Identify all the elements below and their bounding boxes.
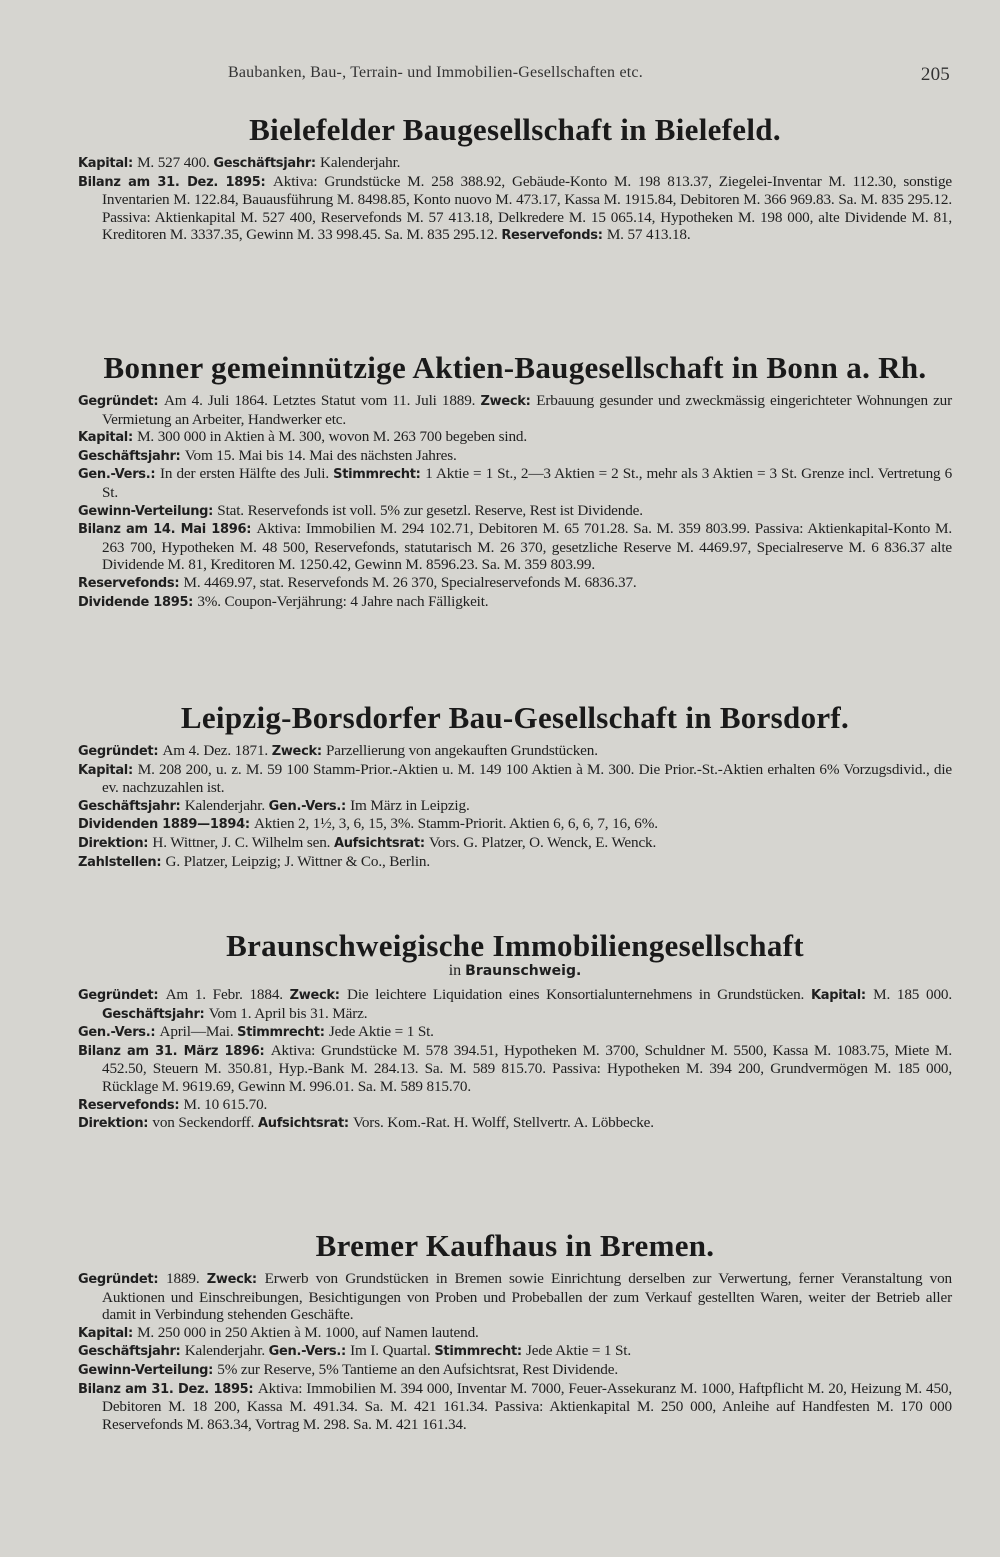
company-title: Bielefelder Baugesellschaft in Bielefeld. [249,112,781,147]
entry-paragraph [78,1380,952,1434]
entry-paragraph [78,520,952,574]
field-label: Gegründet: [78,1272,167,1287]
field-value: M. 208 200, u. z. M. 59 100 Stamm-Prior.-Aktien u. M. 149 100 Aktien à M. 300. Die Prior.-St.-Aktien erhalten 6% Vorzugsdivid., die ev. nachzuzahlen ist. [102,760,952,797]
field-label: Bilanz am 31. Dez. 1895: [78,1381,258,1397]
subtitle-place: Braunschweig. [465,963,582,979]
entry-paragraph [78,1023,952,1042]
field-value: Am 1. Febr. 1884. [165,986,290,1003]
field-value: Aktien 2, 1½, 3, 6, 15, 3%. Stamm-Priorit. Aktien 6, 6, 6, 7, 16, 6%. [253,815,658,833]
field-value: Aktiva: Immobilien M. 294 102.71, Debitoren M. 65 701.28. Sa. M. 359 803.99. Passiva: Aktienkapital-Konto M. 263 700, Hypotheken M. 48 500, Reservefonds, statutarisch M. 26 370, gesetzliche Reserve M. 4469.97, Specialreserve M. 6 836.37 alte Dividende M. 81, Kreditoren M. 1250.42, Gewinn M. 8596.23. Sa. M. 359 803.99. [102,520,952,574]
field-label: Bilanz am 14. Mai 1896: [78,522,257,538]
entry-paragraph [78,574,952,593]
field-label: Kapital: [78,430,138,446]
entry-paragraph [78,428,952,447]
company-title: Leipzig-Borsdorfer Bau-Gesellschaft in Borsdorf. [180,700,850,735]
field-value: H. Wittner, J. C. Wilhelm sen. [152,833,334,851]
entry-paragraph [78,742,952,761]
field-label: Geschäftsjahr: [78,798,185,814]
field-label: Dividenden 1889—1894: [78,817,254,833]
entry-paragraph [78,593,952,612]
field-label: Kapital: [78,762,138,778]
entry-paragraph [78,797,952,816]
field-label: Gegründet: [78,394,164,409]
field-label: Aufsichtsrat: [257,1116,353,1132]
field-value: 3%. Coupon-Verjährung: 4 Jahre nach Fälligkeit. [197,592,489,610]
entry-paragraph [78,1270,952,1324]
field-label: Stimmrecht: [237,1025,329,1041]
entry-paragraph [78,1361,952,1380]
company-entry-bremer [78,1228,952,1433]
company-title: Bremer Kaufhaus in Bremen. [315,1228,715,1263]
entry-paragraph [78,392,952,428]
company-subtitle [78,962,952,980]
field-value: M. 4469.97, stat. Reservefonds M. 26 370, Specialreservefonds M. 6836.37. [183,573,637,591]
company-entry-braunschweigische [78,928,952,1133]
field-label: Gewinn-Verteilung: [78,1362,218,1378]
field-value: Vom 1. April bis 31. März. [208,1004,368,1022]
field-label: Kapital: [810,988,874,1003]
field-label: Gen.-Vers.: [78,1025,160,1041]
field-label: Gen.-Vers.: [268,1344,351,1360]
entry-paragraph [78,1342,952,1361]
field-value: In der ersten Hälfte des Juli. [159,465,334,483]
entry-paragraph [78,1096,952,1115]
field-label: Kapital: [78,156,138,171]
field-value: M. 527 400. [137,154,214,171]
field-value: Aktiva: Grundstücke M. 578 394.51, Hypotheken M. 3700, Schuldner M. 5500, Kassa M. 1083.75, Miete M. 452.50, Steuern M. 350.81, Hyp.-Bank M. 284.13. Sa. M. 589 815.70. Passiva: Hypotheken M. 394 200, Grundvermögen M. 185 000, Rücklage M. 9619.69, Gewinn M. 996.01. Sa. M. 589 815.70. [102,1041,952,1095]
field-value: Jede Aktie = 1 St. [526,1342,632,1360]
field-value: M. 10 615.70. [183,1095,268,1113]
running-title: Baubanken, Bau-, Terrain- und Immobilien-Gesellschaften etc. [228,64,643,81]
entry-paragraph [78,154,952,173]
field-label: Zahlstellen: [78,854,166,870]
field-value: Vors. G. Platzer, O. Wenck, E. Wenck. [428,833,657,851]
field-label: Kapital: [78,1325,138,1341]
field-label: Gegründet: [78,988,166,1003]
field-label: Geschäftsjahr: [78,448,185,464]
field-value: Im I. Quartal. [350,1342,435,1360]
field-value: M. 57 413.18. [606,226,691,244]
field-label: Geschäftsjahr: [213,156,321,171]
field-value: Am 4. Dez. 1871. [162,742,272,759]
field-value: Kalenderjahr. [320,154,401,171]
running-header [228,64,950,85]
field-label: Gen.-Vers.: [78,467,160,483]
field-label: Stimmrecht: [333,467,426,483]
field-value: Aktiva: Immobilien M. 394 000, Inventar M. 7000, Feuer-Assekuranz M. 1000, Haftpflicht M. 20, Heizung M. 450, Debitoren M. 18 200, Kassa M. 491.34. Sa. M. 421 161.34. Passiva: Aktienkapital M. 250 000, Anleihe auf Handfesten M. 170 000 Reservefonds M. 863.34, Vortrag M. 298. Sa. M. 421 161.34. [102,1379,952,1433]
entry-paragraph [78,815,952,834]
field-value: 5% zur Reserve, 5% Tantieme an den Aufsichtsrat, Rest Dividende. [217,1360,618,1378]
entry-paragraph [78,986,952,1023]
field-value: Stat. Reservefonds ist voll. 5% zur gesetzl. Reserve, Rest ist Dividende. [217,501,643,519]
field-value: Kalenderjahr. [184,796,269,814]
field-label: Gewinn-Verteilung: [78,503,218,519]
field-value: Im März in Leipzig. [350,796,470,814]
field-label: Stimmrecht: [434,1344,527,1360]
field-value: G. Platzer, Leipzig; J. Wittner & Co., Berlin. [165,852,431,870]
field-label: Zweck: [206,1272,265,1287]
company-entry-bonner [78,350,952,611]
field-value: von Seckendorff. [152,1114,258,1132]
field-label: Geschäftsjahr: [78,1344,185,1360]
field-value: M. 250 000 in 250 Aktien à M. 1000, auf Namen lautend. [137,1323,479,1341]
entry-paragraph [78,1042,952,1096]
field-label: Zweck: [271,744,326,759]
field-value: Parzellierung von angekauften Grundstücken. [325,742,598,759]
field-label: Bilanz am 31. März 1896: [78,1043,271,1059]
company-title: Bonner gemeinnützige Aktien-Baugesellschaft in Bonn a. Rh. [103,350,927,385]
field-value: Kalenderjahr. [184,1342,269,1360]
field-value: 1 Aktie = 1 St., 2—3 Aktien = 2 St., mehr als 3 Aktien = 3 St. Grenze incl. Vertretung 6 St. [102,465,953,501]
field-label: Reservefonds: [501,228,607,244]
field-label: Dividende 1895: [78,594,198,610]
entry-paragraph [78,173,952,245]
field-value: 1889. [166,1270,207,1287]
entry-paragraph [78,853,952,872]
field-label: Reservefonds: [78,575,184,591]
field-value: April—Mai. [159,1023,238,1041]
entry-paragraph [78,502,952,521]
field-label: Direktion: [78,1116,153,1132]
field-label: Zweck: [289,988,348,1003]
company-entry-leipzig-borsdorfer [78,700,952,871]
field-value: Jede Aktie = 1 St. [328,1023,434,1041]
field-value: Am 4. Juli 1864. Letztes Statut vom 11. Juli 1889. [163,392,481,409]
entry-paragraph [78,1324,952,1343]
field-value: Erwerb von Grundstücken in Bremen sowie Einrichtung derselben zur Verwertung, ferner Veranstaltung von Auktionen und Einschreibungen, Besichtigungen von Proben und Probeballen der zum Verkauf gestellten Waren, weiter der Betrieb aller damit in Verbindung stehenden Geschäfte. [102,1270,952,1324]
field-value: Erbauung gesunder und zweckmässig eingerichteter Wohnungen zur Vermietung an Arbeiter, Handwerker etc. [102,392,953,428]
entry-paragraph [78,761,952,797]
field-label: Gen.-Vers.: [268,798,351,814]
field-label: Aufsichtsrat: [333,835,429,851]
entry-paragraph [78,447,952,466]
field-label: Direktion: [78,835,153,851]
field-label: Reservefonds: [78,1097,184,1113]
field-value: Vom 15. Mai bis 14. Mai des nächsten Jahres. [184,446,457,464]
entry-paragraph [78,465,952,501]
field-label: Gegründet: [78,744,163,759]
field-value: Aktiva: Grundstücke M. 258 388.92, Gebäude-Konto M. 198 813.37, Ziegelei-Inventar M. 112.30, sonstige Inventarien M. 122.84, Bauausführung M. 8498.85, Konto nuovo M. 473.17, Kassa M. 1915.84, Debitoren M. 366 969.83. Sa. M. 835 295.12. Passiva: Aktienkapital M. 527 400, Reservefonds M. 57 413.18, Delkredere M. 15 065.14, Hypotheken M. 198 000, alte Dividende M. 81, Kreditoren M. 3337.35, Gewinn M. 33 998.45. Sa. M. 835 295.12. [102,172,952,244]
page-number: 205 [920,64,950,85]
field-label: Bilanz am 31. Dez. 1895: [78,174,273,190]
field-value: M. 300 000 in Aktien à M. 300, wovon M. 263 700 begeben sind. [137,428,528,446]
company-title: Braunschweigische Immobiliengesellschaft [226,928,804,963]
field-value: M. 185 000. [873,986,952,1003]
field-label: Geschäftsjahr: [102,1006,209,1022]
entry-paragraph [78,1114,952,1133]
field-label: Zweck: [480,394,537,409]
company-entry-bielefelder [78,112,952,245]
subtitle-prefix: in [448,962,466,979]
field-value: Vors. Kom.-Rat. H. Wolff, Stellvertr. A. Löbbecke. [353,1114,654,1132]
entry-paragraph [78,834,952,853]
field-value: Die leichtere Liquidation eines Konsortialunternehmens in Grundstücken. [347,986,811,1003]
